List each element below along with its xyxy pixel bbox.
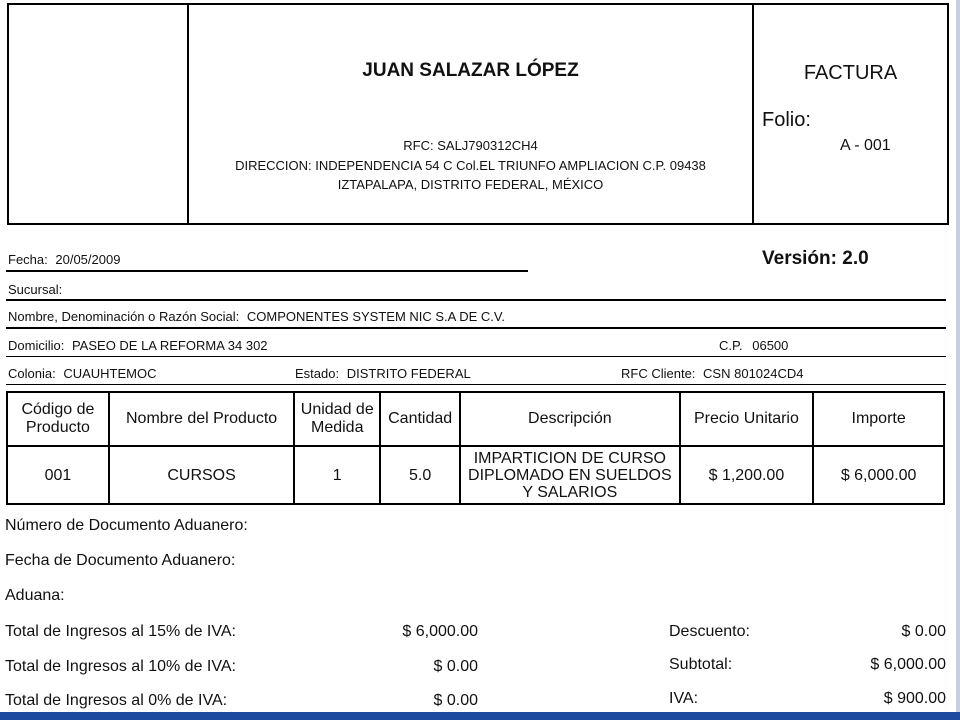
cell-codigo: 001: [7, 446, 109, 504]
issuer-address-line1: DIRECCION: INDEPENDENCIA 54 C Col.EL TRIUNFO AMPLIACION C.P. 09438: [235, 158, 706, 173]
ingresos-10-label: Total de Ingresos al 10% de IVA:: [5, 658, 236, 675]
cell-nombre: CURSOS: [109, 446, 294, 504]
sucursal-label: Sucursal:: [8, 282, 63, 297]
col-header-cantidad: Cantidad: [380, 392, 460, 446]
ingresos-15-value: $ 6,000.00: [402, 623, 478, 640]
issuer-box: [187, 3, 754, 225]
descuento-value: $ 0.00: [901, 623, 946, 640]
iva-label: IVA:: [669, 690, 699, 707]
domicilio-label: Domicilio:: [8, 338, 65, 353]
fecha-doc-aduanero-label: Fecha de Documento Aduanero:: [5, 552, 236, 569]
ingresos-15-label: Total de Ingresos al 15% de IVA:: [5, 623, 236, 640]
subtotal-label: Subtotal:: [669, 656, 733, 673]
colonia-value: CUAUHTEMOC: [63, 366, 157, 381]
fecha-row: [8, 252, 120, 267]
folio-value: A - 001: [840, 137, 891, 154]
domicilio-value: PASEO DE LA REFORMA 34 302: [71, 338, 268, 353]
fecha-label: Fecha:: [8, 252, 48, 267]
cell-unidad: 1: [294, 446, 380, 504]
col-header-nombre: Nombre del Producto: [109, 392, 294, 446]
invoice-type-box: [752, 3, 949, 225]
estado-row: [295, 366, 471, 381]
items-header-row: [7, 392, 944, 446]
estado-label: Estado:: [295, 366, 340, 381]
fecha-value: 20/05/2009: [55, 252, 121, 267]
folio-label: Folio:: [762, 109, 811, 131]
cell-descripcion: IMPARTICION DE CURSO DIPLOMADO EN SUELDOS Y SALARIOS: [460, 446, 679, 504]
issuer-rfc: RFC: SALJ790312CH4: [403, 138, 538, 153]
cp-label: C.P.: [719, 338, 743, 353]
cell-importe: $ 6,000.00: [813, 446, 944, 504]
items-table: [6, 391, 945, 505]
cell-cantidad: 5.0: [380, 446, 460, 504]
num-doc-aduanero-label: Número de Documento Aduanero:: [5, 517, 248, 534]
ingresos-10-value: $ 0.00: [433, 658, 478, 675]
logo-box: [7, 3, 189, 225]
nombre-label: Nombre, Denominación o Razón Social:: [8, 309, 240, 324]
col-header-importe: Importe: [813, 392, 944, 446]
rfc-cliente-value: CSN 801024CD4: [703, 366, 804, 381]
domicilio-divider: [6, 356, 946, 357]
issuer-name: JUAN SALAZAR LÓPEZ: [362, 60, 579, 81]
rfc-cliente-label: RFC Cliente:: [621, 366, 696, 381]
col-header-precio: Precio Unitario: [680, 392, 814, 446]
ingresos-0-label: Total de Ingresos al 0% de IVA:: [5, 692, 228, 709]
issuer-address-line2: IZTAPALAPA, DISTRITO FEDERAL, MÉXICO: [337, 177, 604, 192]
sucursal-divider: [6, 299, 946, 301]
cp-row: [719, 338, 788, 353]
rfc-cliente-row: [621, 366, 804, 381]
col-header-codigo: Código de Producto: [7, 392, 109, 446]
col-header-unidad: Unidad de Medida: [294, 392, 380, 446]
nombre-divider: [6, 327, 946, 329]
ingresos-0-value: $ 0.00: [433, 692, 478, 709]
iva-value: $ 900.00: [883, 690, 946, 707]
subtotal-value: $ 6,000.00: [870, 656, 946, 673]
right-edge: [952, 0, 960, 720]
colonia-row: [8, 366, 157, 381]
cp-value: 06500: [752, 338, 789, 353]
col-header-descripcion: Descripción: [460, 392, 679, 446]
nombre-row: [8, 309, 505, 324]
table-row: [7, 446, 944, 504]
nombre-value: COMPONENTES SYSTEM NIC S.A DE C.V.: [246, 309, 505, 324]
descuento-label: Descuento:: [669, 623, 750, 640]
cell-precio: $ 1,200.00: [680, 446, 814, 504]
colonia-divider: [6, 384, 946, 385]
aduana-label: Aduana:: [5, 587, 65, 604]
version-label: Versión: 2.0: [762, 248, 869, 269]
estado-value: DISTRITO FEDERAL: [346, 366, 471, 381]
doc-type: FACTURA: [803, 62, 898, 84]
bottom-bar: [0, 712, 960, 720]
fecha-divider: [6, 270, 528, 272]
domicilio-row: [8, 338, 268, 353]
colonia-label: Colonia:: [8, 366, 56, 381]
